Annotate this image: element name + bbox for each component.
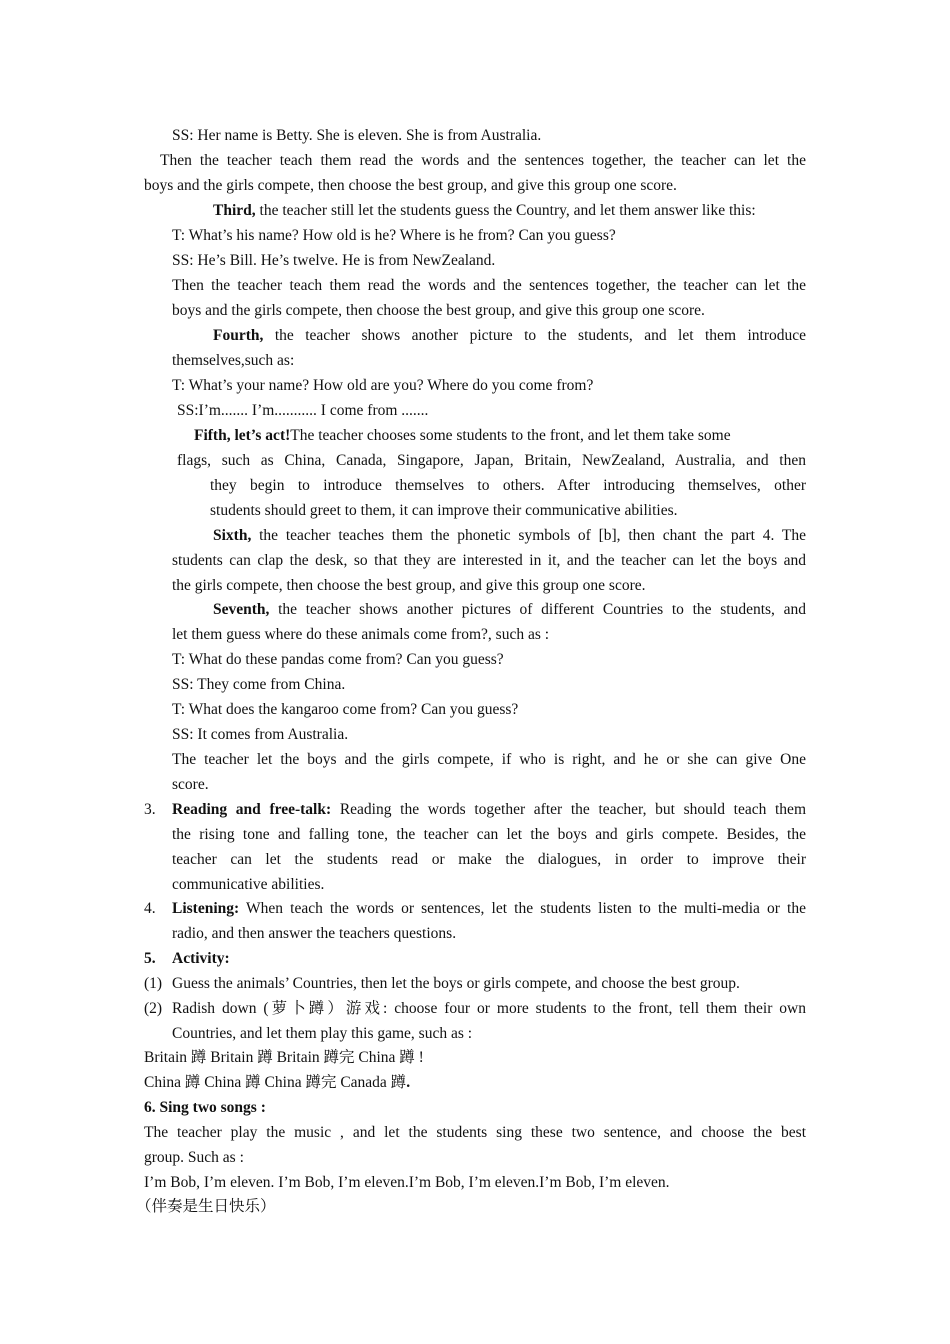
text-line: themselves,such as: <box>172 352 295 369</box>
text-line <box>144 1073 410 1093</box>
text-line: Guess the animals’ Countries, then let the boys or girls compete, and choose the best group. <box>172 975 740 992</box>
text-line: students should greet to them, it can improve their communicative abilities. <box>210 502 678 519</box>
text-line: boys and the girls compete, then choose the best group, and give this group one score. <box>144 177 677 194</box>
text-line: group. Such as : <box>144 1149 244 1166</box>
text-line: T: What do these pandas come from? Can you guess? <box>172 651 504 668</box>
text-line: Britain 蹲 Britain 蹲 Britain 蹲完 China 蹲 ! <box>144 1049 424 1066</box>
text-line: they begin to introduce themselves to others. After introducing themselves, other <box>210 477 806 494</box>
text-span: Reading the words together after the teacher, but should teach them <box>331 801 806 818</box>
text-line: boys and the girls compete, then choose the best group, and give this group one score. <box>172 302 705 319</box>
paragraph-seventh <box>213 600 806 620</box>
text-span: The teacher chooses some students to the front, and let them take some <box>290 427 731 444</box>
paragraph-fifth <box>194 426 731 446</box>
text-line: T: What’s your name? How old are you? Where do you come from? <box>172 377 594 394</box>
step-heading: Sixth, <box>213 527 252 544</box>
text-line: SS: It comes from Australia. <box>172 726 349 743</box>
text-line: The teacher play the music , and let the students sing these two sentence, and choose the best <box>144 1124 806 1141</box>
step-heading: Fourth, <box>213 327 264 344</box>
text-line: radio, and then answer the teachers questions. <box>172 925 457 942</box>
list-number: 3. <box>144 801 156 818</box>
text-line: SS: They come from China. <box>172 676 346 693</box>
text-line: let them guess where do these animals come from?, such as : <box>172 626 550 643</box>
text-line: T: What does the kangaroo come from? Can you guess? <box>172 701 519 718</box>
sub-list-number: (2) <box>144 1000 163 1017</box>
text-span: China 蹲 China 蹲 China 蹲完 Canada 蹲 <box>144 1074 407 1091</box>
text-line: flags, such as China, Canada, Singapore, Japan, Britain, NewZealand, Australia, and then <box>177 452 806 469</box>
paragraph-sixth <box>213 526 806 546</box>
text-line: T: What’s his name? How old is he? Where is he from? Can you guess? <box>172 227 616 244</box>
text-line: The teacher let the boys and the girls compete, if who is right, and he or she can give One <box>172 751 806 768</box>
text-span: the teacher shows another picture to the students, and let them introduce <box>263 327 806 344</box>
text-line: SS: Her name is Betty. She is eleven. She is from Australia. <box>172 127 542 144</box>
text-span: . <box>406 1074 411 1091</box>
text-line: teacher can let the students read or make the dialogues, in order to improve their <box>172 851 806 868</box>
item-heading: Activity: <box>172 950 230 967</box>
text-line: students can clap the desk, so that they are interested in it, and the teacher can let the boys and <box>172 552 806 569</box>
text-span: the teacher shows another pictures of different Countries to the students, and <box>269 601 806 618</box>
text-line: Then the teacher teach them read the words and the sentences together, the teacher can let the <box>172 277 806 294</box>
text-line: the rising tone and falling tone, the teacher can let the boys and girls compete. Besides, the <box>172 826 806 843</box>
section-heading: 6. Sing two songs : <box>144 1099 266 1116</box>
sub-list-number: (1) <box>144 975 163 992</box>
paragraph-fourth <box>213 326 806 346</box>
list-item-reading <box>172 800 806 820</box>
list-item-listening <box>172 899 806 919</box>
text-line: SS: He’s Bill. He’s twelve. He is from NewZealand. <box>172 252 496 269</box>
text-line: SS:I’m....... I’m........... I come from ....... <box>177 402 429 419</box>
text-line: the girls compete, then choose the best group, and give this group one score. <box>172 577 646 594</box>
text-line: （伴奏是生日快乐） <box>136 1198 276 1215</box>
text-line: communicative abilities. <box>172 876 325 893</box>
list-number: 5. <box>144 950 156 967</box>
paragraph-third <box>213 201 756 221</box>
item-heading: Listening: <box>172 900 240 917</box>
item-heading: Reading and free-talk: <box>172 801 332 818</box>
step-heading: Seventh, <box>213 601 270 618</box>
text-span: When teach the words or sentences, let the students listen to the multi-media or the <box>239 900 806 917</box>
text-span: the teacher teaches them the phonetic symbols of [b], then chant the part 4. The <box>251 527 806 544</box>
step-heading: Fifth, let’s act! <box>194 427 291 444</box>
text-line: Then the teacher teach them read the words and the sentences together, the teacher can let the <box>160 152 806 169</box>
step-heading: Third, <box>213 202 256 219</box>
list-number: 4. <box>144 900 156 917</box>
text-line: Countries, and let them play this game, such as : <box>172 1025 473 1042</box>
text-line: score. <box>172 776 209 793</box>
text-line: Radish down (萝卜蹲）游戏: choose four or more students to the front, tell them their own <box>172 1000 806 1017</box>
text-span: the teacher still let the students guess the Country, and let them answer like this: <box>255 202 756 219</box>
text-line: I’m Bob, I’m eleven. I’m Bob, I’m eleven.I’m Bob, I’m eleven.I’m Bob, I’m eleven. <box>144 1174 670 1191</box>
